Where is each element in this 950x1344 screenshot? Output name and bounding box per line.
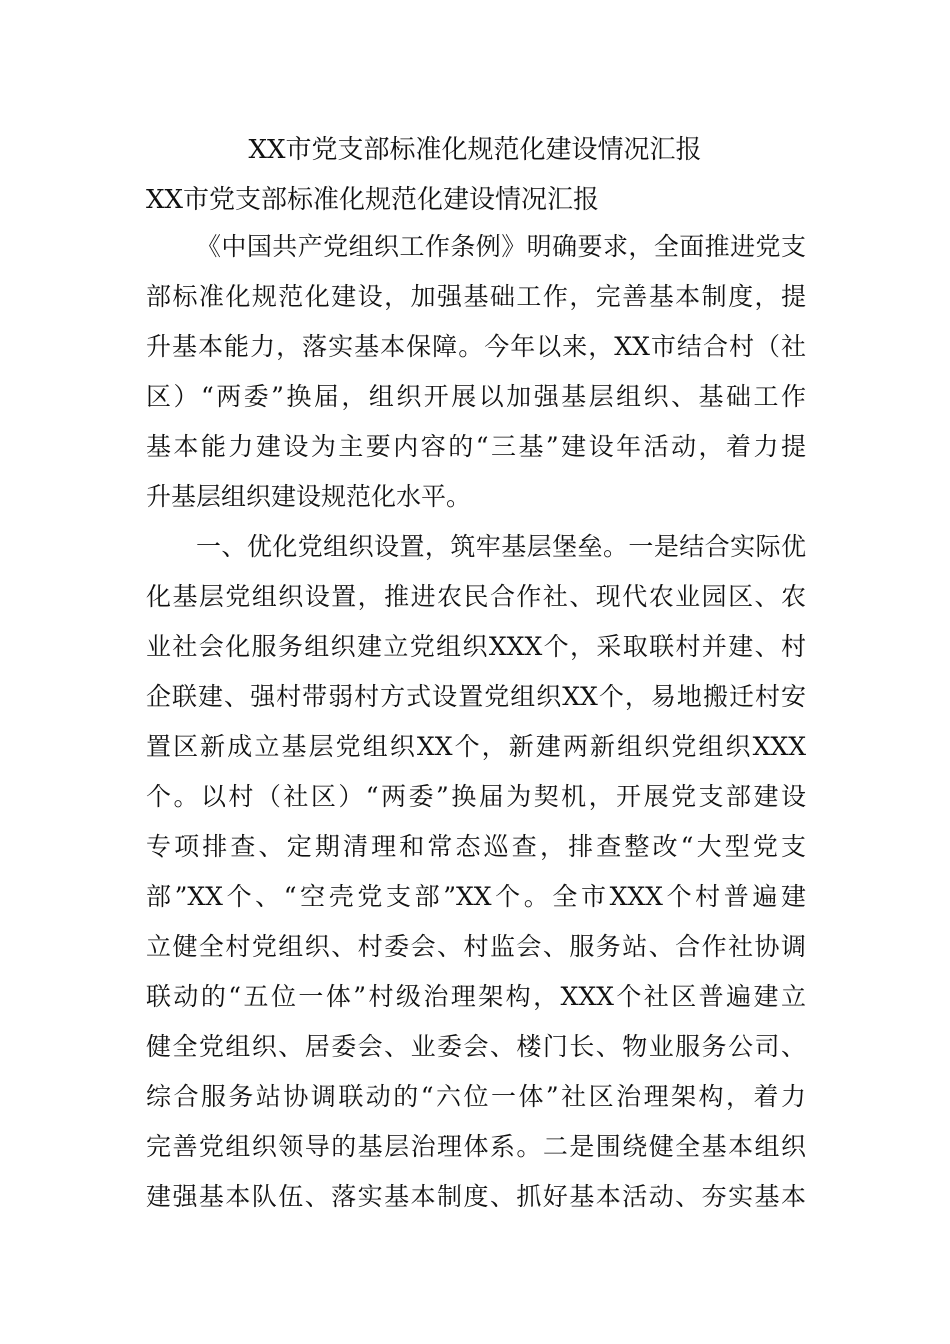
paragraph-line: 一、优化党组织设置，筑牢基层堡垒。一是结合实际优 xyxy=(196,532,806,561)
paragraph-line: 联动的“五位一体”村级治理架构，XXX个社区普遍建立 xyxy=(146,982,806,1011)
paragraph-line: 区）“两委”换届，组织开展以加强基层组织、基础工作 xyxy=(146,382,806,411)
paragraph-line: 《中国共产党组织工作条例》明确要求，全面推进党支 xyxy=(196,232,806,261)
paragraph-line: 部标准化规范化建设，加强基础工作，完善基本制度，提 xyxy=(146,282,806,311)
paragraph-line: 立健全村党组织、村委会、村监会、服务站、合作社协调 xyxy=(146,932,806,961)
paragraph-line: 升基本能力，落实基本保障。今年以来，XX市结合村（社 xyxy=(146,332,806,361)
document-title: XX市党支部标准化规范化建设情况汇报 xyxy=(248,135,702,165)
paragraph-line: 置区新成立基层党组织XX个，新建两新组织党组织XXX xyxy=(146,732,806,761)
paragraph-line: 升基层组织建设规范化水平。 xyxy=(146,482,472,511)
paragraph-line: 个。以村（社区）“两委”换届为契机，开展党支部建设 xyxy=(146,782,806,811)
paragraph-line: 企联建、强村带弱村方式设置党组织XX个，易地搬迁村安 xyxy=(146,682,806,711)
paragraph-line: 健全党组织、居委会、业委会、楼门长、物业服务公司、 xyxy=(146,1032,806,1061)
paragraph-line: 完善党组织领导的基层治理体系。二是围绕健全基本组织 xyxy=(146,1132,806,1161)
paragraph-line: 综合服务站协调联动的“六位一体”社区治理架构，着力 xyxy=(146,1082,806,1111)
paragraph-line: 基本能力建设为主要内容的“三基”建设年活动，着力提 xyxy=(146,432,806,461)
paragraph-line: 专项排查、定期清理和常态巡查，排查整改“大型党支 xyxy=(146,832,806,861)
paragraph-line: 化基层党组织设置，推进农民合作社、现代农业园区、农 xyxy=(146,582,806,611)
document-body xyxy=(146,222,806,1222)
paragraph-line: 部”XX个、“空壳党支部”XX个。全市XXX个村普遍建 xyxy=(146,882,806,911)
document-subtitle: XX市党支部标准化规范化建设情况汇报 xyxy=(146,185,600,215)
paragraph-line: 业社会化服务组织建立党组织XXX个，采取联村并建、村 xyxy=(146,632,806,661)
paragraph-line: 建强基本队伍、落实基本制度、抓好基本活动、夯实基本 xyxy=(146,1182,806,1211)
